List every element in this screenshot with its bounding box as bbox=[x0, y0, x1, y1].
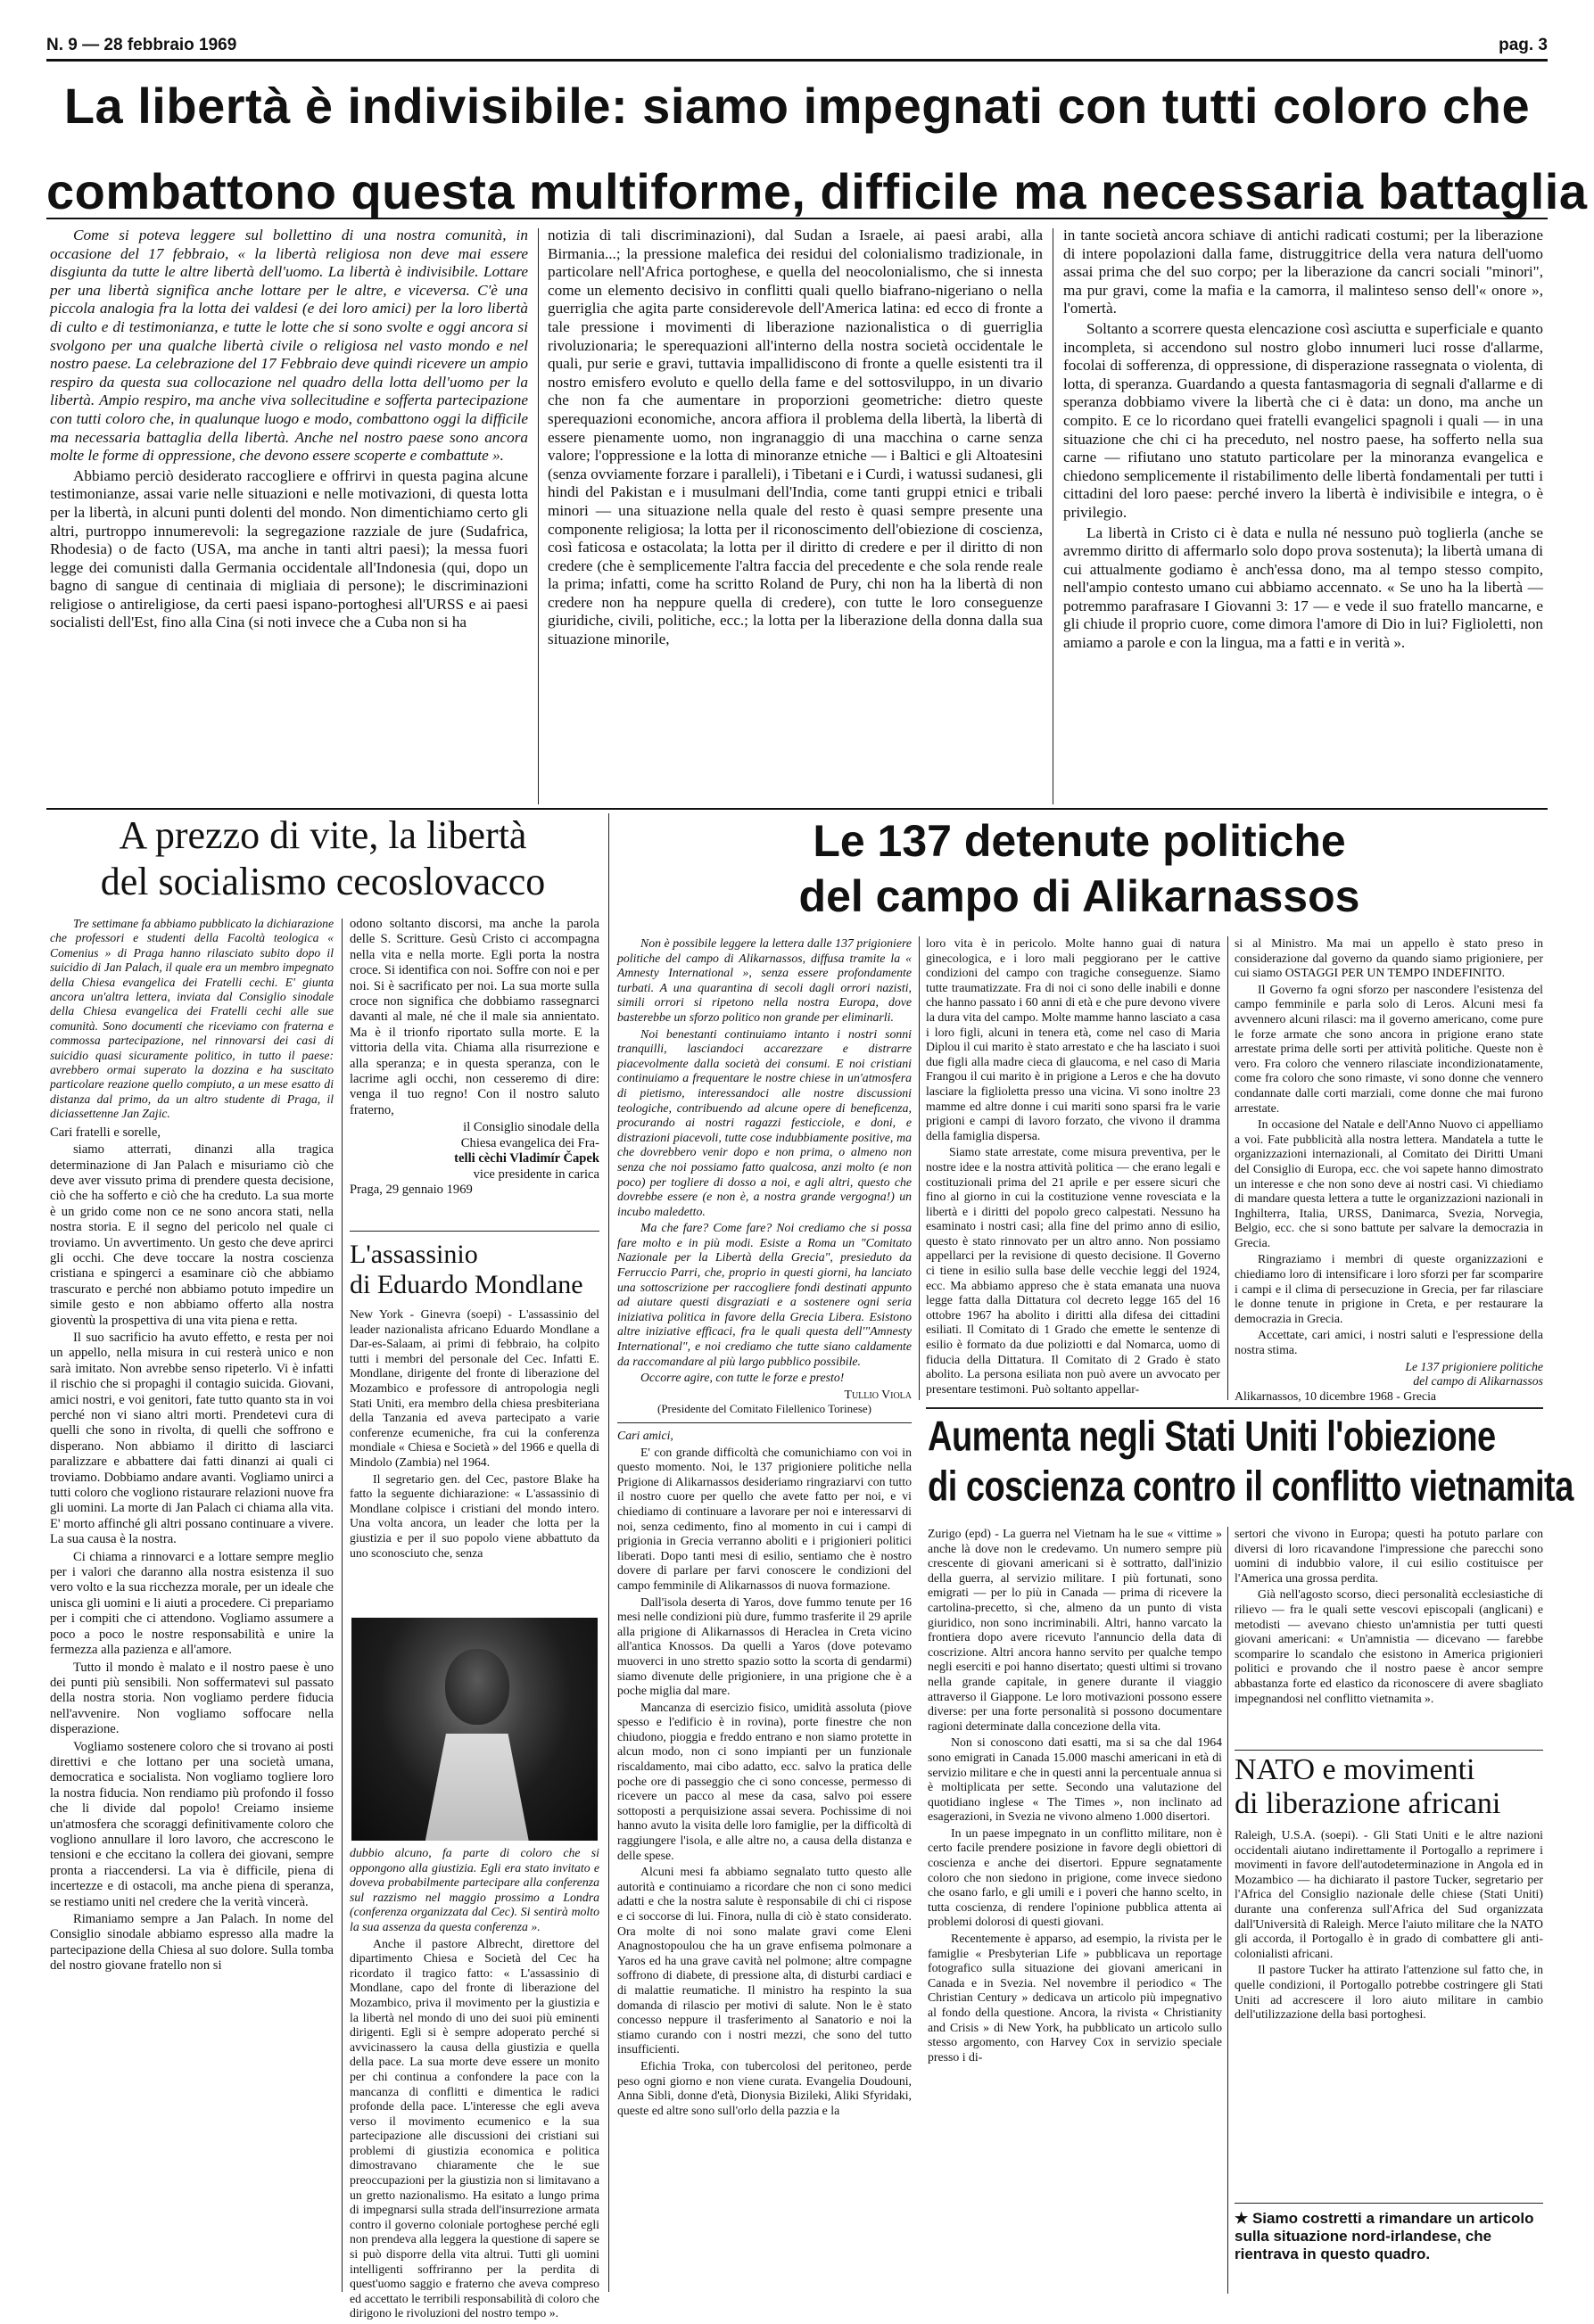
praga-column-2 bbox=[350, 917, 599, 1220]
praga-paragraph: Il suo sacrificio ha avuto effetto, e resta per noi un appello, nella misura in cui resterà unico e non sarà imitato. Non avrebbe senso ripeterlo. Vi è infatti il rischio che si propaghi il contagio suicida. Giovani, amici nostri, e voi genitori, fate tutto quanto sta in voi perché non vi siano altri morti. Prendetevi cura di quelli che sono in rivolta, di quelli che soffrono e disperano. Non abbiamo il diritto di lasciarci paralizzare e abbattere dai fatti dinanzi ai quali ci troviamo. Dobbiamo andare avanti. Vogliamo unirci a tutti coloro che vogliono ristaurare relazioni nuove fra gli uomini. La morte di Jan Palach ci chiama alla vita. E' morto affinché gli altri possano continuare a vivere. La sua causa è la nostra. bbox=[50, 1330, 334, 1547]
page-number: pag. 3 bbox=[1499, 36, 1548, 54]
obiezione-paragraph: Già nell'agosto scorso, dieci personalità ecclesiastiche di rilievo — fra le quali sette vescovi episcopali (anglicani) e metodisti — avevano chiesto un'amnistia per tutti questi giovani americani: « Un'amnistia — dicevano — farebbe scomparire lo scandalo che esistono in America prigionieri politici e provando che il nostro paese è ancor sempre abbastanza forte ed elastico da riconoscere di avere sbagliato impegnandosi nel conflitto vietnamita ». bbox=[1235, 1587, 1543, 1705]
letter-paragraph: Mancanza di esercizio fisico, umidità assoluta (piove spesso e l'edificio è in rovina), porte finestre che non chiudono, pioggia e freddo entrano e non siamo protette in alcun modo, non ci sono impianti per un funzionale riscaldamento, mai cibo adatto, ecc. salvo la pratica delle poche ore di passeggio che ci sono concesse, permesso di ricevere un pacco al mese da casa, salvo poi essere sottoposti a perquisizione assai severa. Pochissime di noi hanno avuto la visita delle loro famiglie, per la difficoltà di raggiungere l'isola, e alle altre no, a causa della distanza e delle spese. bbox=[617, 1700, 912, 1862]
praga-salutation: Cari fratelli e sorelle, bbox=[50, 1125, 161, 1140]
letter-paragraph: Ringraziamo i membri di queste organizzazioni e chiediamo loro di intensificare i loro sforzi per far scomparire i campi e il clima di persecuzione in Grecia, per far rilasciare le donne tenute in prigione in Creta, e per restaurare la democrazia in Grecia. bbox=[1235, 1252, 1543, 1325]
letter-paragraph: Alcuni mesi fa abbiamo segnalato tutto questo alle autorità e continuiamo a ricordare che non ci sono medici adatti e che la nostra salute è responsabile di chi ci rispose e ci soccorse di lui. Finora, nulla di ciò è stato considerato. Ora molte di noi sono malate gravi come Eleni Anagnostopoulou che ha un grave enfisema polmonare a Yaros ed ha una grave cavità nel polmone; altre compagne soffrono di diabete, di pressione alta, di disturbi cardiaci e di malattie reumatiche. Il ministro ha respinto la sua domanda di rilascio per motivi di salute. Non le è stato concesso neppure il trasferimento al Sanatorio e noi la stiamo curando con i nostri mezzi, che sono del tutto insufficienti. bbox=[617, 1865, 912, 2056]
letter-paragraph: Dall'isola deserta di Yaros, dove fummo tenute per 16 mesi nelle condizioni più dure, fummo trasferite il 29 aprile alla prigione di Alikarnassos di Heraclea in Creta vicino all'antica Knossos. Da quelli a Yaros (dove potevamo muoverci in uno stretto spazio sotto la scorta di gendarmi) siamo divenute delle prigioniere, in una prigione che è a poche miglia dal mare. bbox=[617, 1595, 912, 1698]
letter-paragraph: In occasione del Natale e dell'Anno Nuovo ci appelliamo a voi. Fate pubblicità alla nostra lettera. Mandatela a tutte le organizzazioni internazionali, al Comitato dei Diritti Umani del Consiglio di Europa, ecc. che voi sapete hanno dimostrato un interesse e che non sono deve ai nostri casi. Vi chiediamo di mandare questa lettera a tutte le organizzazioni nazionali in Inghilterra, Italia, URSS, Danimarca, Svezia, Norvegia, Belgio, ecc. che si sono battute per salvare la democrazia in Grecia. bbox=[1235, 1117, 1543, 1249]
editorial-notice: ★ Siamo costretti a rimandare un articolo sulla situazione nord-irlandese, che rientrava in questo quadro. bbox=[1235, 2210, 1534, 2262]
lead-paragraph: in tante società ancora schiave di antichi radicati costumi; per la liberazione di intere popolazioni dalla fame, distruggitrice della vera natura dell'uomo assai prima che del suo corpo; per la liberazione da cancri sociali "minori", ma pur gravi, come la mafia e la camorra, il malinteso senso dell'« onore », l'omertà. bbox=[1063, 227, 1543, 317]
praga-column-1 bbox=[50, 917, 334, 2290]
mondlane-column-top bbox=[350, 1307, 599, 1616]
letter-closing: del campo di Alikarnassos bbox=[1413, 1374, 1543, 1389]
main-headline-line1: La libertà è indivisibile: siamo impegnati con tutti coloro che bbox=[63, 78, 1531, 134]
praga-paragraph: Vogliamo sostenere coloro che si trovano ai posti direttivi e che lottano per una società umana, democratica e socialista. Non vogliamo togliere loro la nostra fiducia. Non rendiamo più profondo il fosso che li divide dal popolo! Creiamo insieme un'atmosfera che scoraggi definitivamente coloro che vogliono annullare il loro lavoro, che accrescono le tensioni e che eccitano la collera dei giovani, sempre pronta a riaccendersi. La via è difficile, piena di incertezze e di ostacoli, ma anche piena di speranza, se restiamo uniti nel credere che la verità vincerà. bbox=[50, 1739, 334, 1909]
section-rule bbox=[926, 1407, 1543, 1409]
alikarnassos-column-3 bbox=[1235, 936, 1543, 1403]
nato-title-line1: NATO e movimenti bbox=[1235, 1753, 1475, 1786]
praga-paragraph: siamo atterrati, dinanzi alla tragica determinazione di Jan Palach e misuriamo ciò che deve aver vissuto prima di prendere questa decisione, ciò che ha sofferto e ciò che ha creduto. La sua morte è un grido come non ce ne sono ancora stati, nella nostra storia. E il segno del pericolo nel quale ci troviamo. Un avvertimento. Un gesto che deve aprirci gli occhi. Che deve toccare la nostra coscienza cristiana e spingerci a esaminare ciò che abbiamo trascurato e perché non abbiamo potuto impedire un simile gesto e non abbiamo offerto alla nostra gioventù la prospettiva di una vita piena e retta. bbox=[50, 1142, 334, 1328]
section-rule bbox=[1235, 2203, 1543, 2204]
obiezione-title-line1: Aumenta negli Stati Uniti l'obiezione bbox=[928, 1413, 1496, 1461]
running-head bbox=[46, 36, 1548, 55]
lead-paragraph: Abbiamo perciò desiderato raccogliere e offrirvi in questa pagina alcune testimonianze, assai varie nelle situazioni e nelle motivazioni, di questa lotta per la libertà, in alcuni punti dolenti del mondo. Non dimentichiamo certo gli altri, purtroppo innumerevoli: la segregazione razziale de jure (Sudafrica, Rhodesia) o de facto (USA, ma anche in tanti altri paesi); la messa fuori legge dei comunisti dalla Germania occidentale all'Indonesia (qui, dopo un bagno di sangue di centinaia di migliaia di persone); le discriminazioni religiose o antireligiose, da certi paesi ispano-portoghesi all'URSS e ai paesi socialisti dell'Est, fino alla Cina (si noti invece che a Cuba non si ha bbox=[50, 466, 528, 631]
praga-paragraph: Tutto il mondo è malato e il nostro paese è uno dei punti più sensibili. Non soffermatevi sul passato della nostra storia. Non vogliamo perdere fiducia nell'avvenire. Non vogliamo soffocare nella disperazione. bbox=[50, 1660, 334, 1737]
alikarnassos-intro: Noi benestanti continuiamo intanto i nostri sonni tranquilli, lasciandoci accarezzare e distrarre piacevolmente dalla società dei consumi. E noi cristiani continuiamo a frequentare le nostre chiese in un'atmosfera di pietismo, interessandoci alle nostre discussioni teologiche, contribuendo ad alcune opere di beneficenza, procurando ai nostri ragazzi festicciole, e doni, e distrazioni piacevoli, tutte cose indubbiamente positive, ma che dovrebbero venir dopo e non prima, o almeno non senza che noi possiamo fatto qualcosa, anzi molto (e non poco) per togliere di dosso a noi, e agli altri, questo che dovrebbe essere (e non è, a nostra grande vergogna!) un incubo maledetto. bbox=[617, 1026, 912, 1218]
alikarnassos-column-1 bbox=[617, 936, 912, 2292]
mondlane-paragraph: Anche il pastore Albrecht, direttore del dipartimento Chiesa e Società del Cec ha ricordato il tragico fatto: « L'assassinio di Mondlane, capo del fronte di liberazione del Mozambico, priva il movimento per la giustizia e la libertà nel mondo di uno dei suoi più eminenti dirigenti. Egli si è sempre adoperato perché si avvicinassero la causa della giustizia e quella della pace. La sua morte deve essere un monito per chi continua a confondere la pace con la mancanza di conflitti e dimentica le radici profonde della pace. L'interesse che egli aveva verso il movimento ecumenico e la sua partecipazione alle discussioni dei cristiani sui problemi di giustizia economica e politica dimostravano chiaramente che le sue preoccupazioni per la giustizia non si limitavano a un gretto nazionalismo. Ha esitato a lungo prima di impegnarsi sulla strada dell'insurrezione armata contro il governo coloniale portoghese perché egli non prendeva alla leggera la questione di sapere se si può disporre della vita altrui. Tutti gli uomini intelligenti soffriranno per la perdita di quest'uomo saggio e fraterno che aveva compreso ed accettato le terribili responsabilità di coloro che dirigono le rivoluzioni del nostro tempo ». bbox=[350, 1936, 599, 2320]
column-divider bbox=[342, 919, 343, 2292]
praga-paragraph: odono soltanto discorsi, ma anche la parola delle S. Scritture. Gesù Cristo ci accompagna nella vita e nella morte. Egli porta la nostra croce. Si identifica con noi. Soffre con noi e per noi. Si è sacrificato per noi. La sua morte sulla croce non significa che dobbiamo rassegnarci davanti al male, né che il male sia annientato. Ma è il trionfo riportato sulla morte. E la vittoria della vita. Chiama alla risurrezione e alla speranza; e in questa speranza, con le lacrime agli occhi, non cesseremo di dire: venga il tuo regno! Con il nostro saluto fraterno, bbox=[350, 917, 599, 1117]
obiezione-column-1 bbox=[928, 1527, 1222, 2294]
mondlane-photo bbox=[351, 1618, 598, 1841]
praga-dateline: Praga, 29 gennaio 1969 bbox=[350, 1182, 473, 1197]
letter-paragraph: Siamo state arrestate, come misura preventiva, per le nostre idee e la nostra attività politica — che erano legali e costituzionali prima del 21 aprile e per essere sicuri che fino al giorno in cui la costituzione venne rovesciata e la libertà e i diritti del popolo greco calpestati. Nessuno ha esaminato i nostri casi; alla fine del primo anno di esilio, questo è stato rinnovato per un altro anno. Non possiamo appellarci per la revisione di questo decisione. Il Governo ci tiene in esilio sulla base delle vecchie leggi del 1924, ecc. Ma abbiamo appreso che è stata emanata una nuova legge fatta dalla Dittatura col decreto legge 165 del 16 ottobre 1967 ha abolito i diritti alla difesa dei cittadini esiliati. Il Comitato di 1 Grado che emette le sentenze di esilio è formato da due poliziotti e dal Nomarca, uomo di fiducia della Dittatura. Il Comitato di 2 Grado è stato abolito. La persona esiliata non può avere un avvocato per presentare testimoni. Può soltanto appellar- bbox=[926, 1145, 1220, 1396]
lead-column-1 bbox=[50, 227, 528, 806]
alikarnassos-signer-role: (Presidente del Comitato Filellenico Torinese) bbox=[657, 1402, 872, 1416]
alikarnassos-signer: Tullio Viola bbox=[844, 1387, 912, 1401]
praga-signature-line: vice presidente in carica bbox=[473, 1166, 599, 1182]
praga-signature-line: telli cèchi Vladimír Čapek bbox=[454, 1151, 599, 1166]
section-rule bbox=[1235, 1750, 1543, 1751]
column-divider bbox=[608, 813, 609, 2292]
section-rule bbox=[46, 808, 1548, 810]
letter-paragraph: si al Ministro. Ma mai un appello è stato preso in considerazione dal governo da quando siamo prigioniere, per cui siamo OSTAGGI PER UN TEMPO INDEFINITO. bbox=[1235, 936, 1543, 980]
letter-dateline: Alikarnassos, 10 dicembre 1968 - Grecia bbox=[1235, 1389, 1437, 1403]
obiezione-paragraph: Zurigo (epd) - La guerra nel Vietnam ha le sue « vittime » anche là dove non le credevamo. Un numero sempre più crescente di giovani americani si è sottratto, dall'inizio della guerra, al servizio militare. I più fortunati, sono emigrati — per lo più in Canada — prima di ricevere la cartolina-precetto, sì che, almeno da un punto di vista giuridico, non sono incriminabili. Altri, hanno varcato la frontiera dopo avere ricevuto l'annuncio della data di coscrizione. Altri ancora hanno servito per qualche tempo negli eserciti e poi hanno disertato; questi ultimi si trovano nella grande capitale, in genere durante il viaggio attraverso il Giappone. Le loro motivazioni possono essere diverse: per una forte personalità si possono documentare ragioni determinate dalla concezione della vita. bbox=[928, 1527, 1222, 1733]
section-rule bbox=[350, 1231, 599, 1232]
lead-column-2 bbox=[548, 227, 1043, 806]
praga-paragraph: Rimaniamo sempre a Jan Palach. In nome del Consiglio sinodale abbiamo espresso alla madre la partecipazione della Chiesa al suo dolore. Sulla tomba del nostro giovane fratello non si bbox=[50, 1912, 334, 1974]
column-divider bbox=[1227, 1527, 1228, 2294]
column-divider bbox=[1227, 936, 1228, 1400]
lead-paragraph: notizia di tali discriminazioni), dal Sudan a Israele, ai paesi arabi, alla Birmania...; la pressione malefica dei residui del colonialismo tradizionale, in particolare nell'Africa portoghese, e quella del neocolonialismo, che si innesta come un elemento decisivo in conflitti quali quello biafrano-nigeriano o nella guerriglia che agita parte considerevole dell'America latina: ed ecco di fronte a tale pressione i movimenti di liberazione nazionalistica o di guerriglia rivoluzionaria; le sperequazioni all'interno della nostra società occidentale le quali, pur serie e gravi, tuttavia impallidiscono di fronte a quelle esistenti tra il nostro emisfero evoluto e quello della fame e del sottosviluppo, in un divario che non fa che aumentare in proporzioni geometriche: dietro queste sperequazioni economiche, ancora affiora il problema della libertà, la libertà di essere pienamente uomo, non ingranaggio di una macchina o carne senza valore; l'oppressione e la lotta di minoranze etniche — i Baltici e gli Altoatesini (senza ovviamente forzare i paralleli), i Tibetani e i Curdi, i watussi sudanesi, gli hindi del Pakistan e i musulmani dell'India, come tanti gruppi etnici e tribali minori — una situazione nella quale del resto è quasi sempre presente una componente religiosa; la lotta per il riconoscimento dell'obiezione di coscienza, così faticosa e ostacolata; la lotta per il diritto di credere e per il diritto di non credere (che è semplicemente l'altra faccia del precedente e che sola rende reale la prima; infatti, come ha scritto Roland de Pury, chi non ha la libertà di non credere non ha neppure quella di credere), con tutte le loro conseguenze giuridiche, civili, politiche, ecc.; la lotta per la liberazione della donna dalla sua situazione minorile, bbox=[548, 227, 1043, 648]
alikarnassos-intro: Occorre agire, con tutte le forze e presto! bbox=[640, 1371, 845, 1385]
issue-date: N. 9 — 28 febbraio 1969 bbox=[46, 36, 237, 54]
praga-signature-line: Chiesa evangelica dei Fra- bbox=[460, 1135, 599, 1150]
obiezione-paragraph: Recentemente è apparso, ad esempio, la rivista per le famiglie « Presbyterian Life » pubblicava un reportage fotografico sulla situazione dei giovani americani in Canada e in Svezia. Nel novembre il periodico « The Christian Century » dedicava un articolo più impegnativo al fondo della questione. Ancora, la rivista « Christianity and Crisis » di New York, ha pubblicato un articolo sullo stesso argomento, con Harvey Cox in servizio speciale presso i di- bbox=[928, 1932, 1222, 2064]
praga-title-line1: A prezzo di vite, la libertà bbox=[119, 813, 527, 857]
section-rule bbox=[617, 1422, 912, 1423]
lead-column-3 bbox=[1063, 227, 1543, 806]
alikarnassos-title-line1: Le 137 detenute politiche bbox=[813, 816, 1346, 866]
letter-paragraph: loro vita è in pericolo. Molte hanno guai di natura ginecologica, e i loro mali peggiorano per le cattive condizioni del campo con tragiche conseguenze. Siamo tutte traumatizzate. Fra di noi ci sono delle inabili e donne che hanno passato i 60 anni di età e che pure devono vivere la dura vita del campo. Molte mamme hanno lasciato a casa i loro figli, alcuni in tenera età, come nel caso di Maria Diplou il cui marito è stato arrestato e che ha lasciato i suoi due figli alla madre cieca di glaucoma, e nel caso di Maria Frangou il cui marito è in prigione a Leros e che ha dovuto lasciare la figlioletta presso una vicina. Vi sono inoltre 23 mamme ed altre donne i cui mariti sono sparsi fra le varie prigioni e campi di lavoro forzato, che vivono il dramma della famiglia dispersa. bbox=[926, 936, 1220, 1142]
mondlane-title-line1: L'assassinio bbox=[350, 1240, 478, 1269]
letter-paragraph: E' con grande difficoltà che comunichiamo con voi in questo momento. Noi, le 137 prigioniere politiche nella Prigione di Alikarnassos desideriamo ringraziarvi con tutto il nostro cuore per quello che avete fatto per noi, e vi chiediamo di continuare a lavorare per noi e interessarvi di noi, senza cedimento, fino al momento in cui i campi di prigionia in Grecia verranno aboliti e i prigionieri politici liberati. Dopo tanti mesi di esilio, sentiamo che è nostro dovere di parlare per farvi conoscere le condizioni del campo femminile di Alikarnassos di nuova formazione. bbox=[617, 1445, 912, 1592]
headline-rule bbox=[46, 218, 1548, 219]
letter-paragraph: Il Governo fa ogni sforzo per nascondere l'esistenza del campo femminile e parla solo di Leros. Alcuni mesi fa avvennero alcuni rilasci: ma il governo americano, come pure le forze armate che sono ancora in prigione erano state arrestate prima delle sorti per attività politiche. Queste non è vero. Fra coloro che vennero rilasciate incondizionatamente, come fra coloro che sono rimaste, vi sono donne che vennero condannate dalle corti marziali, come donne che mai furono arrestate. bbox=[1235, 982, 1543, 1115]
lead-paragraph: Soltanto a scorrere questa elencazione così asciutta e superficiale e quanto incompleta, si accendono sul nostro globo innumeri luci rosse d'allarme, focolai di sofferenza, di oppressione, di disperazione rassegnata o violenta, di lotta, di speranza. Guardando a questa fantasmagoria di segnali d'allarme e di speranza dobbiamo vivere la libertà che ci è data: un dono, ma anche un compito. E ce lo ricordano quei fratelli evangelici spagnoli i quali — in una situazione che chi ci ha preceduto, nel nostro paese, ha sofferto nella sua carne — rifiutano uno statuto particolare per la minoranza evangelica e chiedono semplicemente il ristabilimento delle libertà fondamentali per tutti i cittadini del loro paese: perché invero la libertà è indivisibile e integra, o è privilegio. bbox=[1063, 319, 1543, 521]
obiezione-paragraph: Non si conoscono dati esatti, ma si sa che dal 1964 sono emigrati in Canada 15.000 maschi americani in età di servizio militare e che in questi anni la percentuale annua si è moltiplicata per sette. Secondo una valutazione del quotidiano inglese « The Times », non inclinato ad esagerazioni, in Svezia ne vivono almeno 1.000 disertori. bbox=[928, 1735, 1222, 1824]
mondlane-column-bottom bbox=[350, 1846, 599, 2320]
lead-paragraph: Come si poteva leggere sul bollettino di una nostra comunità, in occasione del 17 febbraio, « la libertà religiosa non deve mai essere disgiunta da tutte le altre libertà dell'uomo. La libertà è indivisibile. Lottare per una libertà significa anche lottare per le altre, e viceversa. C'è una piccola analogia fra la lotta dei valdesi (e dei loro amici) per la loro libertà di culto e di testimonianza, e tutte le lotte che si sono svolte e oggi ancora si svolgono per una qualche libertà civile o religiosa nel vasto mondo e nel nostro paese. La celebrazione del 17 Febbraio deve quindi ricevere un ampio respiro da questa sua collocazione nel quadro della lotta dell'uomo per la libertà. Ampio respiro, ma anche viva sollecitudine e sofferta partecipazione con tutti coloro che, in qualunque luogo e modo, combattono oggi la difficile ma necessaria battaglia della libertà. Anche nel nostro paese sono ancora molte le forme di oppressione, che devono essere scoperte e combattute ». bbox=[50, 227, 528, 465]
letter-closing: Le 137 prigioniere politiche bbox=[1405, 1359, 1543, 1373]
nato-paragraph: Il pastore Tucker ha attirato l'attenzione sul fatto che, in quelle condizioni, il Portogallo potrebbe costringere gli Stati Uniti ad accrescere il loro aiuto militare in cambio dell'utilizzazione della basi portoghesi. bbox=[1235, 1963, 1543, 2022]
column-divider bbox=[538, 228, 539, 804]
obiezione-paragraph: In un paese impegnato in un conflitto militare, non è certo facile prendere posizione in favore degli obiettori di coscienza e anche dei disertori. Eppure segnatamente coloro che non siedono in prigione, come invece siedono che osano farlo, e gli umili e i poveri che hanno scelto, in tutta coscienza, di rendere l'opinione pubblica attenta ai problemi dolorosi di questi giovani. bbox=[928, 1825, 1222, 1929]
obiezione-paragraph: sertori che vivono in Europa; questi ha potuto parlare con diversi di loro ricavandone l'impressione che parecchi sono uomini di indubbio valore, il cui esilio costituisce per l'America una grossa perdita. bbox=[1235, 1527, 1543, 1585]
photo-face bbox=[445, 1649, 509, 1725]
mondlane-paragraph: Il segretario gen. del Cec, pastore Blake ha fatto la seguente dichiarazione: « L'assassinio di Mondlane colpisce i cristiani del mondo intero. Una volta ancora, un leader che lotta per la giustizia e per il suo popolo viene abbattuto da uno sconosciuto che, senza bbox=[350, 1471, 599, 1560]
praga-signature-line: il Consiglio sinodale della bbox=[463, 1120, 599, 1135]
praga-intro: Tre settimane fa abbiamo pubblicato la dichiarazione che professori e studenti della Facoltà teologica « Comenius » di Praga hanno rilasciato subito dopo il suicidio di Jan Palach, il quale era un membro impegnato della Chiesa evangelica dei Fratelli cechi. E' giunta ancora un'altra lettera, inviata dal Consiglio sinodale della Chiesa evangelica dei Fratelli cechi alle sue comunità. Sono documenti che riceviamo con fraterna e commossa partecipazione, nel rinnovarsi dei casi di suicidio quasi sicuramente politico, in tutto il paese: avrebbero ormai superato la dozzina e ha suscitato particolare reazione quello compiuto, a un mese esatto di distanza dal primo, da un altro studente di Praga, il diciassettenne Jan Zajic. bbox=[50, 917, 334, 1121]
mondlane-paragraph: New York - Ginevra (soepi) - L'assassinio del leader nazionalista africano Eduardo Mondlane a Dar-es-Salaam, ai primi di febbraio, ha colpito tutti i membri del personale del Cec. Infatti E. Mondlane, dirigente del fronte di liberazione del Mozambico e professore di antropologia negli Stati Uniti, era membro della chiesa presbiteriana della Tanzania ed aveva partecipato a varie conferenze ecumeniche, fra cui la conferenza mondiale « Chiesa e Società » del 1966 e quella di Mindolo (Zambia) nel 1964. bbox=[350, 1307, 599, 1469]
praga-paragraph: Ci chiama a rinnovarci e a lottare sempre meglio per i valori che daranno alla nostra esistenza il suo vero volto e la sua ricchezza morale, per un ideale che unisca gli uomini e li aiuti a procedere. Ci prepariamo per i compiti che ci attendono. Vogliamo assumere a poco a poco le nostre responsabilità e unire la fermezza alla pazienza e all'amore. bbox=[50, 1549, 334, 1658]
obiezione-title-line2: di coscienza contro il conflitto vietnamita bbox=[928, 1463, 1573, 1511]
letter-salutation: Cari amici, bbox=[617, 1429, 673, 1442]
letter-paragraph: Accettate, cari amici, i nostri saluti e l'espressione della nostra stima. bbox=[1235, 1328, 1543, 1357]
nato-paragraph: Raleigh, U.S.A. (soepi). - Gli Stati Uniti e le altre nazioni occidentali aiutano indirettamente il Portogallo a reprimere i movimenti in favore dell'autodeterminazione in Angola ed in Mozambico — ha dichiarato il pastore Tucker, segretario per l'Africa del Consiglio nazionale delle chiese (Stati Uniti) durante una conferenza sull'Africa del Sud organizzata dall'Università di Raleigh. Merce l'aiuto militare che la NATO gli accorda, il Portogallo è in grado di combattere gli anti-colonialisti africani. bbox=[1235, 1828, 1543, 1960]
lead-paragraph: La libertà in Cristo ci è data e nulla né nessuno può toglierla (anche se avremmo diritto di affermarlo solo dopo prova sostenuta); la libertà umana di cui attualmente godiamo è anch'essa dono, ma al tempo stesso compito, nell'ampio contesto umano cui abbiamo accennato. « Se uno ha la libertà — potremmo parafrasare I Giovanni 3: 17 — e vede il suo fratello mancarne, e gli chiude il proprio cuore, come dimora l'amore di Dio in lui? Figlioletti, non amiamo a parole e con la lingua, ma a fatti e in verità ». bbox=[1063, 523, 1543, 652]
alikarnassos-intro: Non è possibile leggere la lettera dalle 137 prigioniere politiche del campo di Alikarnassos, diffusa tramite la « Amnesty International », senza essere profondamente turbati. A una quarantina di secoli dagli orrori nazisti, simili orrori si ripetono nella nostra Europa, dove basterebbe un sforzo politico non grande per eliminarli. bbox=[617, 936, 912, 1024]
alikarnassos-column-2 bbox=[926, 936, 1220, 1400]
main-headline-line2: combattono questa multiforme, difficile ma necessaria battaglia bbox=[46, 163, 1588, 219]
praga-title-line2: del socialismo cecoslovacco bbox=[100, 860, 546, 903]
alikarnassos-intro: Ma che fare? Come fare? Noi crediamo che si possa fare molto e in più modi. Esiste a Roma un "Comitato Nazionale per la Libertà della Grecia", presieduto da Ferruccio Parri, che, proprio in questi giorni, ha lanciato una sottoscrizione per raccogliere fondi destinati appunto ad aiutare questi disgraziati e a sostenere ogni seria iniziativa politica in favore della Grecia Libera. Esistono altre iniziative efficaci, fra le quali questa dell'"Amnesty International", e noi crediamo che tutte siano caldamente da raccomandare al più largo pubblico possibile. bbox=[617, 1221, 912, 1368]
letter-paragraph: Efichia Troka, con tubercolosi del peritoneo, perde peso ogni giorno e non viene curata. Evangelia Doudouni, Anna Sibli, donne d'età, Dionysia Bizileki, Aliki Sfyridaki, queste ed altre sono sull'orlo della pazzia e la bbox=[617, 2058, 912, 2117]
mondlane-title-line2: di Eduardo Mondlane bbox=[350, 1270, 583, 1299]
alikarnassos-title-line2: del campo di Alikarnassos bbox=[798, 871, 1360, 921]
mondlane-paragraph: dubbio alcuno, fa parte di coloro che si oppongono alla giustizia. Egli era stato invitato e doveva probabilmente partecipare alla conferenza sul razzismo nel maggio prossimo a Londra (conferenza organizzata dal Cec). Si sentirà molto la sua assenza da questa conferenza ». bbox=[350, 1846, 599, 1933]
top-rule bbox=[46, 59, 1548, 62]
nato-column bbox=[1235, 1828, 1543, 2194]
nato-title-line2: di liberazione africani bbox=[1235, 1787, 1501, 1820]
obiezione-column-2 bbox=[1235, 1527, 1543, 1741]
photo-figure bbox=[425, 1734, 529, 1841]
column-divider bbox=[919, 936, 920, 1400]
